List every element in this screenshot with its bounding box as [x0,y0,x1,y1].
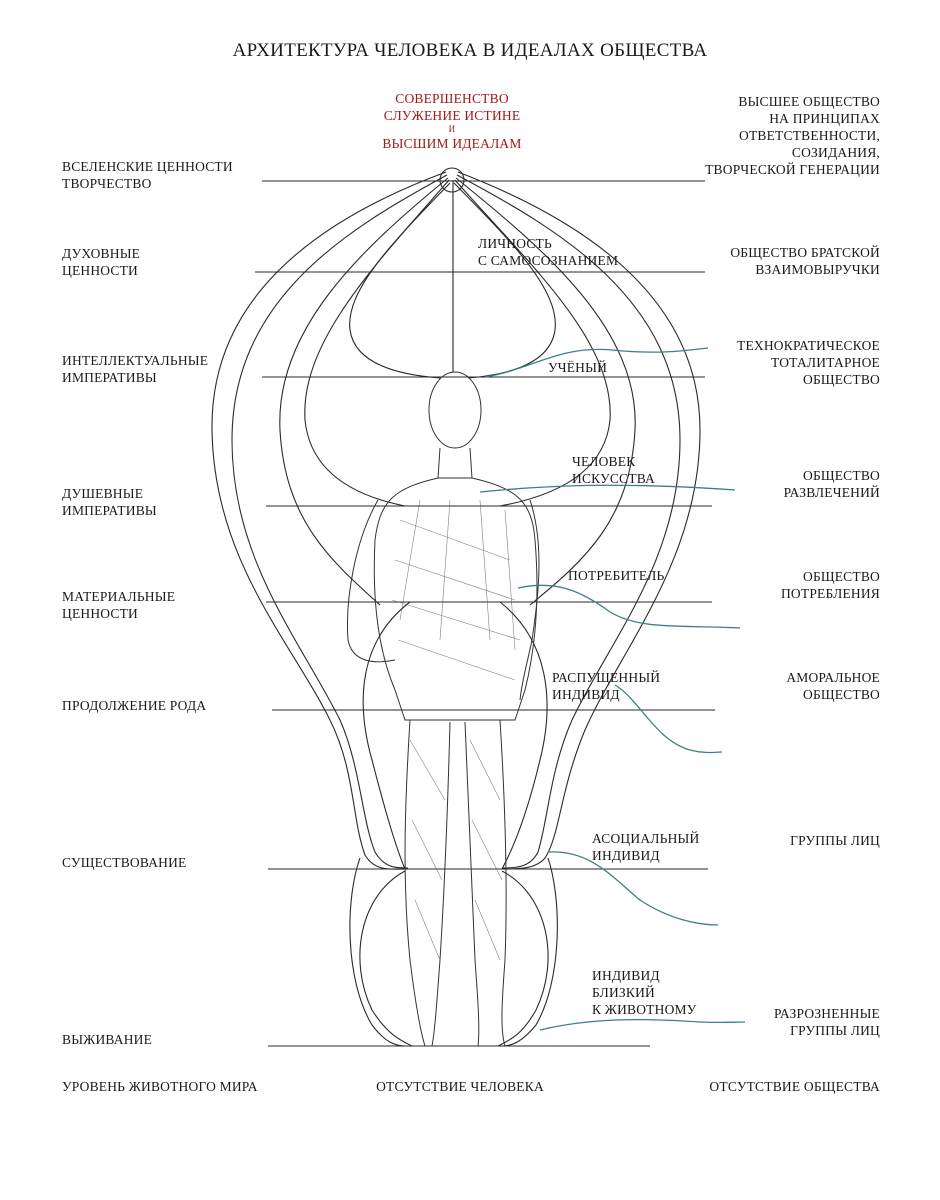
person-line: К ЖИВОТНОМУ [592,1002,697,1017]
society-line: ТЕХНОКРАТИЧЕСКОЕ [737,338,880,353]
footer-no-human: ОТСУТСТВИЕ ЧЕЛОВЕКА [376,1079,544,1094]
value-line: ТВОРЧЕСТВО [62,176,152,191]
society-line: РАЗВЛЕЧЕНИЙ [783,485,880,500]
society-line: ТВОРЧЕСКОЙ ГЕНЕРАЦИИ [705,162,880,177]
person-line: ПОТРЕБИТЕЛЬ [568,568,665,583]
lower-chamber-left [363,602,410,869]
figure-left-leg-inner [432,722,450,1046]
society-line: ОБЩЕСТВО [803,468,880,483]
society-line: ТОТАЛИТАРНОЕ [770,355,880,370]
apex-line: И [448,124,456,134]
value-line: ИМПЕРАТИВЫ [62,370,157,385]
apex-circle [440,168,464,192]
person-dissolute [552,669,660,703]
person-artist [572,453,655,487]
apex-line: СЛУЖЕНИЕ ИСТИНЕ [383,108,521,123]
society-line: ОБЩЕСТВО [803,687,880,702]
mid-bulb-2 [305,180,449,506]
person-line: ЧЕЛОВЕК [572,454,636,469]
value-line: ПРОДОЛЖЕНИЕ РОДА [62,698,207,713]
mid-bulb-1 [280,178,448,605]
inner-bulb-r [454,183,555,378]
society-entertainment [784,467,880,501]
value-line: СУЩЕСТВОВАНИЕ [62,855,187,870]
value-line: ДУХОВНЫЕ [62,246,141,261]
value-line: ЦЕННОСТИ [62,606,139,621]
outer-bulb-1r [458,172,700,869]
person-line: УЧЁНЫЙ [548,360,608,375]
society-groups [790,832,880,849]
connector-consumption [518,585,740,628]
society-line: АМОРАЛЬНОЕ [786,670,880,685]
connector-scattered [540,1020,745,1030]
society-amoral [786,669,880,703]
outer-bulb-1 [212,172,446,869]
society-line: СОЗИДАНИЯ, [791,145,880,160]
figure-right-leg-inner [465,722,479,1046]
person-line: ЛИЧНОСТЬ [478,236,552,251]
human-figure [347,372,539,1046]
figure-right-leg [500,720,506,1046]
value-line: ЦЕННОСТИ [62,263,139,278]
lower-chamber-right [500,602,547,869]
society-higher [705,93,880,178]
figure-left-arm [347,500,395,662]
person-line: ИНДИВИД [592,848,660,863]
figure-left-leg [405,720,425,1046]
value-line: ДУШЕВНЫЕ [62,486,144,501]
apex-line: ВЫСШИМ ИДЕАЛАМ [382,136,522,151]
value-existence [62,854,187,871]
base-chamber-left [360,871,412,1046]
society-line: ВЫСШЕЕ ОБЩЕСТВО [738,94,880,109]
person-line: ИСКУССТВА [572,471,656,486]
society-line: ВЗАИМОВЫРУЧКИ [755,262,880,277]
diagram-title: АРХИТЕКТУРА ЧЕЛОВЕКА В ИДЕАЛАХ ОБЩЕСТВА [232,40,708,61]
society-line: ГРУППЫ ЛИЦ [790,1023,880,1038]
person-line: БЛИЗКИЙ [592,985,655,1000]
footer-no-society: ОТСУТСТВИЕ ОБЩЕСТВА [709,1079,880,1094]
value-soul [62,485,157,519]
society-brotherly [730,244,880,278]
person-consumer [568,567,664,584]
society-technocratic [737,337,880,388]
apex-line: СОВЕРШЕНСТВО [395,91,509,106]
value-spiritual [62,245,140,279]
person-line: АСОЦИАЛЬНЫЙ [592,831,700,846]
society-line: ГРУППЫ ЛИЦ [790,833,880,848]
inner-bulb [350,183,450,378]
society-line: ОБЩЕСТВО [803,569,880,584]
society-line: ОБЩЕСТВО БРАТСКОЙ [730,245,880,260]
value-line: ВСЕЛЕНСКИЕ ЦЕННОСТИ [62,159,233,174]
person-line: ИНДИВИД [592,968,660,983]
society-consumption [781,568,880,602]
value-line: ИНТЕЛЛЕКТУАЛЬНЫЕ [62,353,209,368]
outer-base-right [502,858,557,1046]
person-line: РАСПУЩЕННЫЙ [552,670,661,685]
society-line: ОТВЕТСТВЕННОСТИ, [739,128,880,143]
value-line: ИМПЕРАТИВЫ [62,503,157,518]
apex-label [352,90,552,152]
person-asocial [592,830,699,864]
society-line: НА ПРИНЦИПАХ [769,111,880,126]
value-line: МАТЕРИАЛЬНЫЕ [62,589,176,604]
value-intellectual [62,352,208,386]
society-line: РАЗРОЗНЕННЫЕ [773,1006,880,1021]
person-scientist [548,359,607,376]
society-line: ПОТРЕБЛЕНИЯ [780,586,880,601]
figure-head [429,372,481,448]
person-line: ИНДИВИД [552,687,620,702]
value-material [62,588,175,622]
footer-animal-level: УРОВЕНЬ ЖИВОТНОГО МИРА [62,1079,258,1094]
value-survival [62,1031,152,1048]
value-procreation [62,697,206,714]
person-near-animal [592,967,697,1018]
value-universal [62,158,233,192]
value-line: ВЫЖИВАНИЕ [62,1032,153,1047]
person-line: С САМОСОЗНАНИЕМ [478,253,619,268]
society-line: ОБЩЕСТВО [803,372,880,387]
society-scattered [774,1005,880,1039]
outer-bulb-2 [232,175,447,868]
person-self-aware [478,235,618,269]
